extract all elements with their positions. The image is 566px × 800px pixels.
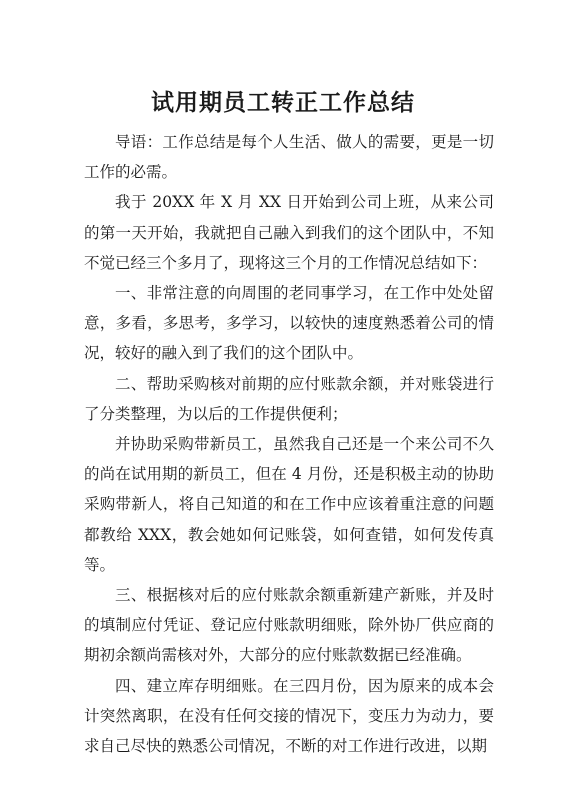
paragraph-intro: 导语：工作总结是每个人生活、做人的需要，更是一切工作的必需。 bbox=[84, 133, 494, 182]
paragraph-point-3: 三、根据核对后的应付账款余额重新建产新账，并及时的填制应付凭证、登记应付账款明细账，除外协厂供应商的期初余额尚需核对外，大部分的应付账款数据已经准确。 bbox=[84, 586, 494, 665]
paragraph-point-4: 四、建立库存明细账。在三四月份，因为原来的成本会计突然离职，在没有任何交接的情况下，变压力为动力，要求自己尽快的熟悉公司情况，不断的对工作进行改进，以期 bbox=[84, 676, 494, 756]
paragraph-point-2-cont: 并协助采购带新员工，虽然我自己还是一个来公司不久的尚在试用期的新员工，但在 4 月份，还是积极主动的协助采购带新人，将自己知道的和在工作中应该着重注意的问题都教给 XXX，教会她如何记账袋，如何查错，如何发传真等。 bbox=[84, 435, 494, 574]
paragraph-start-date: 我于 20XX 年 X 月 XX 日开始到公司上班，从来公司的第一天开始，我就把自己融入到我们的这个团队中，不知不觉已经三个多月了，现将这三个月的工作情况总结如下： bbox=[84, 193, 494, 272]
paragraph-point-1: 一、非常注意的向周围的老同事学习，在工作中处处留意，多看，多思考，多学习，以较快的速度熟悉着公司的情况，较好的融入到了我们的这个团队中。 bbox=[84, 284, 494, 363]
paragraph-point-2: 二、帮助采购核对前期的应付账款余额，并对账袋进行了分类整理，为以后的工作提供便利； bbox=[84, 374, 494, 423]
document-title: 试用期员工转正工作总结 bbox=[151, 89, 415, 116]
document-body bbox=[84, 127, 494, 761]
